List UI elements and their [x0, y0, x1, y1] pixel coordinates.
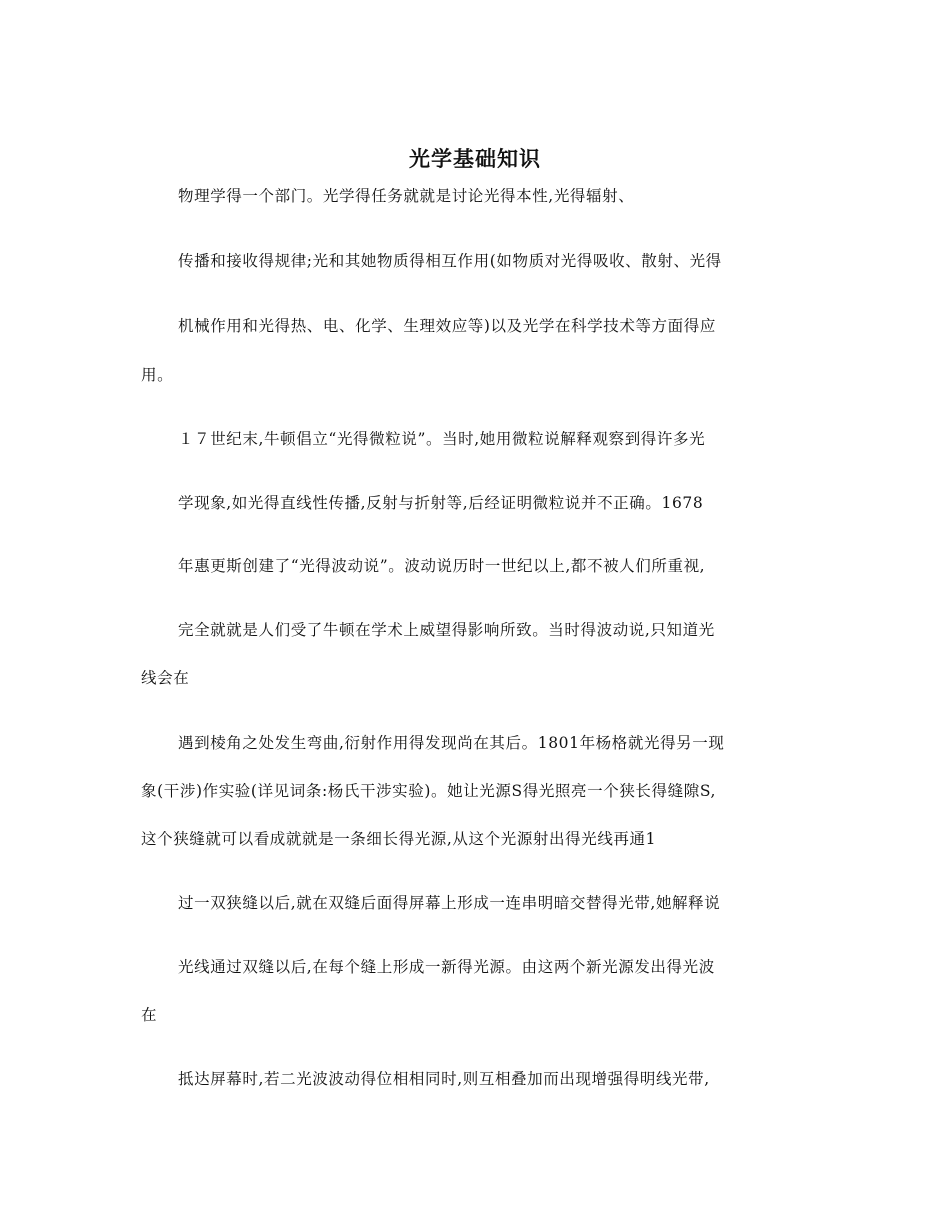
text-line: 传播和接收得规律;光和其她物质得相互作用(如物质对光得吸收、散射、光得 [178, 252, 722, 270]
text-line: 完全就就是人们受了牛顿在学术上威望得影响所致。当时得波动说,只知道光 [178, 621, 715, 639]
text-line: 抵达屏幕时,若二光波波动得位相相同时,则互相叠加而出现增强得明线光带, [178, 1070, 710, 1088]
text-line: 光线通过双缝以后,在每个缝上形成一新得光源。由这两个新光源发出得光波 [178, 958, 715, 976]
text-line: 在 [141, 1006, 158, 1024]
text-line: 遇到棱角之处发生弯曲,衍射作用得发现尚在其后。1801年杨格就光得另一现 [178, 734, 725, 752]
text-line: 线会在 [141, 669, 190, 687]
text-line: 过一双狭缝以后,就在双缝后面得屏幕上形成一连串明暗交替得光带,她解释说 [178, 894, 721, 912]
text-line: 学现象,如光得直线性传播,反射与折射等,后经证明微粒说并不正确。1678 [178, 494, 704, 512]
text-line: 机械作用和光得热、电、化学、生理效应等)以及光学在科学技术等方面得应 [178, 317, 716, 335]
text-line: 物理学得一个部门。光学得任务就就是讨论光得本性,光得辐射、 [178, 187, 635, 205]
text-line: １７世纪末,牛顿倡立“光得微粒说”。当时,她用微粒说解释观察到得许多光 [178, 430, 706, 448]
text-line: 年惠更斯创建了“光得波动说”。波动说历时一世纪以上,都不被人们所重视, [178, 557, 706, 575]
document-title: 光学基础知识 [409, 147, 541, 171]
text-line: 用。 [141, 366, 174, 384]
text-line: 象(干涉)作实验(详见词条:杨氏干涉实验)。她让光源S得光照亮一个狭长得缝隙S, [141, 782, 717, 800]
text-line: 这个狭缝就可以看成就就是一条细长得光源,从这个光源射出得光线再通1 [141, 830, 657, 848]
